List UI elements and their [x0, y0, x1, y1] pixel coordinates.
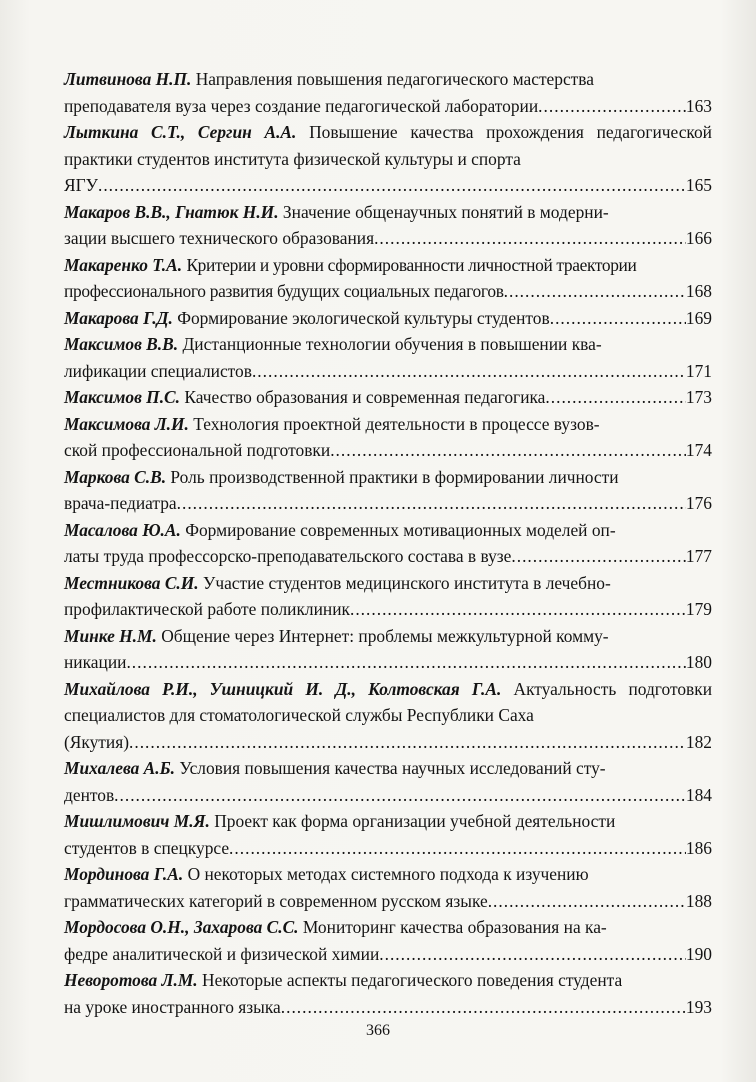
entry-authors: Мордосова О.Н., Захарова С.С. — [64, 917, 299, 937]
entry-authors: Маркова С.В. — [64, 466, 167, 487]
dot-leader — [488, 888, 686, 915]
entry-title-tail: зации высшего технического образования — [64, 228, 375, 248]
entry-page-number: 163 — [685, 95, 712, 116]
toc-entry — [64, 66, 712, 119]
entry-title-tail: грамматических категорий в современном русском языке — [64, 890, 488, 911]
entry-page-number: 171 — [685, 360, 712, 381]
entry-last-line — [64, 888, 712, 915]
entry-last-line — [64, 649, 712, 676]
entry-last-line — [64, 305, 712, 332]
dot-leader — [177, 490, 686, 517]
toc-entry — [64, 305, 712, 332]
entry-authors: Максимова Л.И. — [64, 413, 189, 434]
entry-authors: Масалова Ю.А. — [64, 519, 181, 540]
entry-page-number: 174 — [685, 440, 712, 460]
toc-entry — [64, 411, 712, 464]
entry-title-tail: лификации специалистов — [64, 360, 252, 381]
entry-last-line — [64, 384, 712, 411]
entry-title-lead: Критерии и уровни сформированности личностной траектории — [186, 254, 637, 275]
entry-page-number: 166 — [685, 228, 712, 248]
entry-last-line — [64, 358, 712, 385]
toc-entry — [64, 570, 712, 623]
entry-title-tail-with-authors — [64, 384, 545, 411]
entry-page-number: 179 — [685, 599, 712, 619]
entry-last-line — [64, 278, 712, 305]
entry-first-lines — [64, 967, 712, 994]
toc-entry — [64, 861, 712, 914]
entry-first-lines — [64, 676, 712, 729]
entry-last-line — [64, 835, 712, 862]
dot-leader — [374, 225, 686, 252]
dot-leader — [98, 172, 686, 199]
entry-last-line — [64, 172, 712, 199]
entry-title-lead: Значение общенаучных понятий в модерни- — [282, 201, 609, 222]
entry-page-number: 190 — [685, 943, 712, 964]
entry-first-lines — [64, 199, 712, 226]
entry-first-lines — [64, 252, 712, 279]
entry-title-tail: на уроке иностранного языка — [64, 996, 281, 1017]
toc-entry — [64, 331, 712, 384]
entry-title-tail: врача-педиатра — [64, 493, 177, 513]
entry-page-number: 168 — [685, 281, 712, 301]
entry-page-number: 188 — [685, 890, 712, 911]
entry-title-tail: (Якутия) — [64, 731, 129, 752]
entry-first-lines — [64, 411, 712, 438]
dot-leader — [129, 729, 686, 756]
toc-entry — [64, 676, 712, 756]
entry-title-lead: О некоторых методах системного подхода к изучению — [187, 864, 589, 884]
entry-title-tail: ской профессиональной подготовки — [64, 440, 331, 460]
entry-page-number: 173 — [685, 387, 712, 407]
entry-page-number: 186 — [685, 837, 712, 858]
entry-last-line — [64, 225, 712, 252]
entry-page-number: 169 — [685, 307, 712, 328]
entry-title-lead: Некоторые аспекты педагогического поведения студента — [202, 970, 623, 990]
toc-entry — [64, 199, 712, 252]
dot-leader — [379, 941, 686, 968]
entry-page-number: 193 — [685, 996, 712, 1017]
entry-first-lines — [64, 623, 712, 650]
entry-last-line — [64, 782, 712, 809]
entry-authors: Литвинова Н.П. — [64, 69, 192, 89]
toc-entry — [64, 252, 712, 305]
entry-title-lead: Роль производственной практики в формировании личности — [170, 466, 619, 487]
entry-authors: Мишлимович М.Я. — [64, 811, 210, 831]
entry-title-tail: латы труда профессорско-преподавательского состава в вузе — [64, 546, 512, 566]
toc-entry — [64, 808, 712, 861]
entry-title-lead: Мониторинг качества образования на ка- — [302, 917, 607, 937]
entry-title-lead: Направления повышения педагогического мастерства — [195, 69, 594, 89]
toc-entry — [64, 755, 712, 808]
dot-leader — [504, 278, 686, 305]
entry-first-lines — [64, 66, 712, 93]
page-number-footer: 366 — [366, 1022, 390, 1039]
entry-authors: Мординова Г.А. — [64, 864, 184, 884]
entry-last-line — [64, 994, 712, 1021]
toc-entry — [64, 914, 712, 967]
entry-title-tail: студентов в спецкурсе — [64, 837, 230, 858]
entry-last-line — [64, 596, 712, 623]
entry-title-tail: Качество образования и современная педагогика — [184, 387, 546, 407]
entry-first-lines — [64, 808, 712, 835]
entry-title-lead: Участие студентов медицинского института в лечебно- — [203, 572, 611, 593]
entry-authors: Лыткина С.Т., Сергин А.А. — [64, 122, 297, 142]
entry-first-lines — [64, 119, 712, 172]
toc-entry — [64, 967, 712, 1020]
dot-leader — [281, 994, 686, 1021]
entry-title-lead: Дистанционные технологии обучения в повышении ква- — [182, 334, 602, 354]
entry-last-line — [64, 543, 712, 570]
entry-first-lines — [64, 755, 712, 782]
entry-page-number: 180 — [685, 652, 712, 672]
entry-page-number: 165 — [685, 175, 712, 195]
dot-leader — [545, 384, 686, 411]
entry-authors: Местникова С.И. — [64, 572, 199, 593]
entry-authors: Минке Н.М. — [64, 625, 157, 646]
entry-title-lead: Повышение качества прохождения педагогической практики студентов института физической культуры и спорта — [64, 122, 712, 169]
entry-page-number: 177 — [685, 546, 712, 566]
dot-leader — [252, 358, 686, 385]
entry-title-lead: Условия повышения качества научных исследований сту- — [179, 758, 606, 778]
entry-title-tail: дентов — [64, 784, 115, 805]
toc-entry — [64, 464, 712, 517]
entry-title-lead: Актуальность подготовки специалистов для стоматологической службы Республики Саха — [64, 678, 712, 725]
entry-authors: Макаренко Т.А. — [64, 254, 183, 275]
entry-title-lead: Формирование современных мотивационных моделей оп- — [185, 519, 616, 540]
entry-title-lead: Технология проектной деятельности в процессе вузов- — [193, 413, 600, 434]
entry-authors: Михайлова Р.И., Ушницкий И. Д., Колтовская Г.А. — [64, 678, 502, 699]
toc-entry — [64, 119, 712, 199]
toc-entry — [64, 517, 712, 570]
entry-title-lead: Проект как форма организации учебной деятельности — [214, 811, 616, 831]
table-of-contents — [64, 66, 712, 1020]
entry-last-line — [64, 729, 712, 756]
entry-title-tail: профилактической работе поликлиник — [64, 599, 350, 619]
entry-last-line — [64, 93, 712, 120]
entry-title-tail: ЯГУ — [64, 175, 98, 195]
entry-page-number: 182 — [685, 731, 712, 752]
entry-title-tail: Формирование экологической культуры студентов — [177, 307, 550, 328]
entry-first-lines — [64, 914, 712, 941]
entry-authors: Макаров В.В., Гнатюк Н.И. — [64, 201, 279, 222]
entry-title-tail: профессионального развития будущих социальных педагогов — [64, 281, 504, 301]
entry-title-lead: Общение через Интернет: проблемы межкультурной комму- — [161, 625, 609, 646]
dot-leader — [126, 649, 685, 676]
entry-first-lines — [64, 861, 712, 888]
entry-authors: Макарова Г.Д. — [64, 307, 173, 328]
dot-leader — [114, 782, 686, 809]
toc-entry — [64, 623, 712, 676]
entry-first-lines — [64, 331, 712, 358]
entry-title-tail: федре аналитической и физической химии — [64, 943, 380, 964]
dot-leader — [330, 437, 686, 464]
entry-authors: Неворотова Л.М. — [64, 970, 198, 990]
entry-title-tail: преподавателя вуза через создание педагогической лаборатории — [64, 95, 539, 116]
entry-first-lines — [64, 570, 712, 597]
toc-entry — [64, 384, 712, 411]
dot-leader — [550, 305, 686, 332]
entry-first-lines — [64, 517, 712, 544]
entry-page-number: 184 — [685, 784, 712, 805]
entry-title-tail: никации — [64, 652, 127, 672]
entry-last-line — [64, 941, 712, 968]
dot-leader — [350, 596, 686, 623]
entry-first-lines — [64, 464, 712, 491]
entry-page-number: 176 — [685, 493, 712, 513]
entry-authors: Максимов В.В. — [64, 334, 179, 354]
dot-leader — [538, 93, 686, 120]
entry-authors: Михалева А.Б. — [64, 758, 175, 778]
entry-title-tail-with-authors — [64, 305, 550, 332]
dot-leader — [229, 835, 686, 862]
entry-last-line — [64, 490, 712, 517]
dot-leader — [511, 543, 686, 570]
entry-last-line — [64, 437, 712, 464]
entry-authors: Максимов П.С. — [64, 387, 181, 407]
